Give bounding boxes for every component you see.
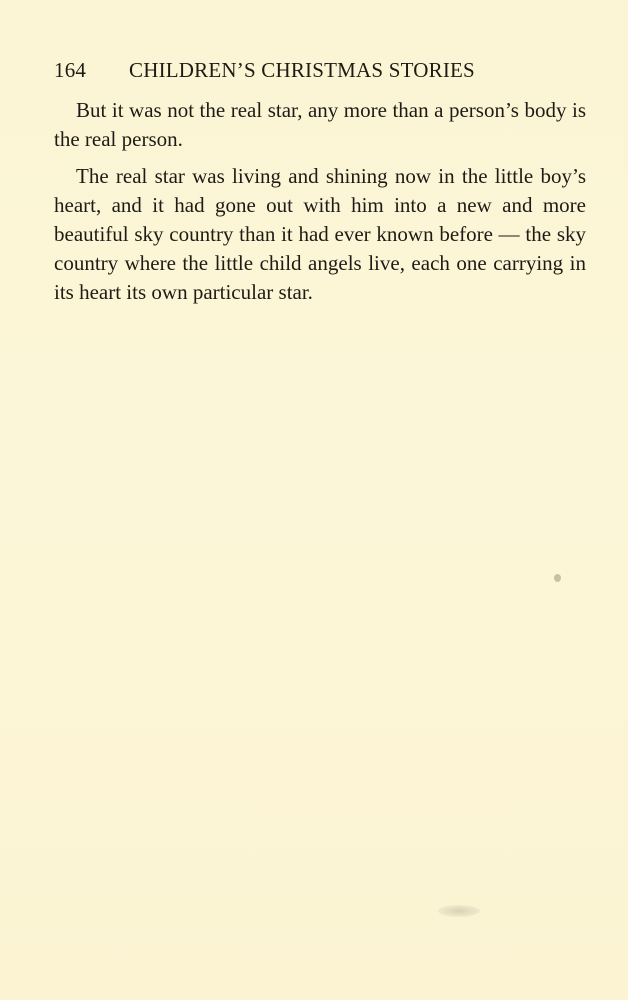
paragraph-2: The real star was living and shining now in the little boy’s heart, and it had gone out with him into a new and more beautiful sky country than it had ever known before — the sky country where the little child angels live, each one carrying in its heart its own particular star. [54,164,586,304]
paragraph-1: But it was not the real star, any more than a person’s body is the real person. [54,98,586,151]
paper-smudge [438,905,480,917]
paper-speck [554,574,561,582]
page-number: 164 [54,58,87,82]
page-body [54,96,586,315]
running-title: CHILDREN’S CHRISTMAS STORIES [129,58,475,82]
page-header [54,58,524,88]
